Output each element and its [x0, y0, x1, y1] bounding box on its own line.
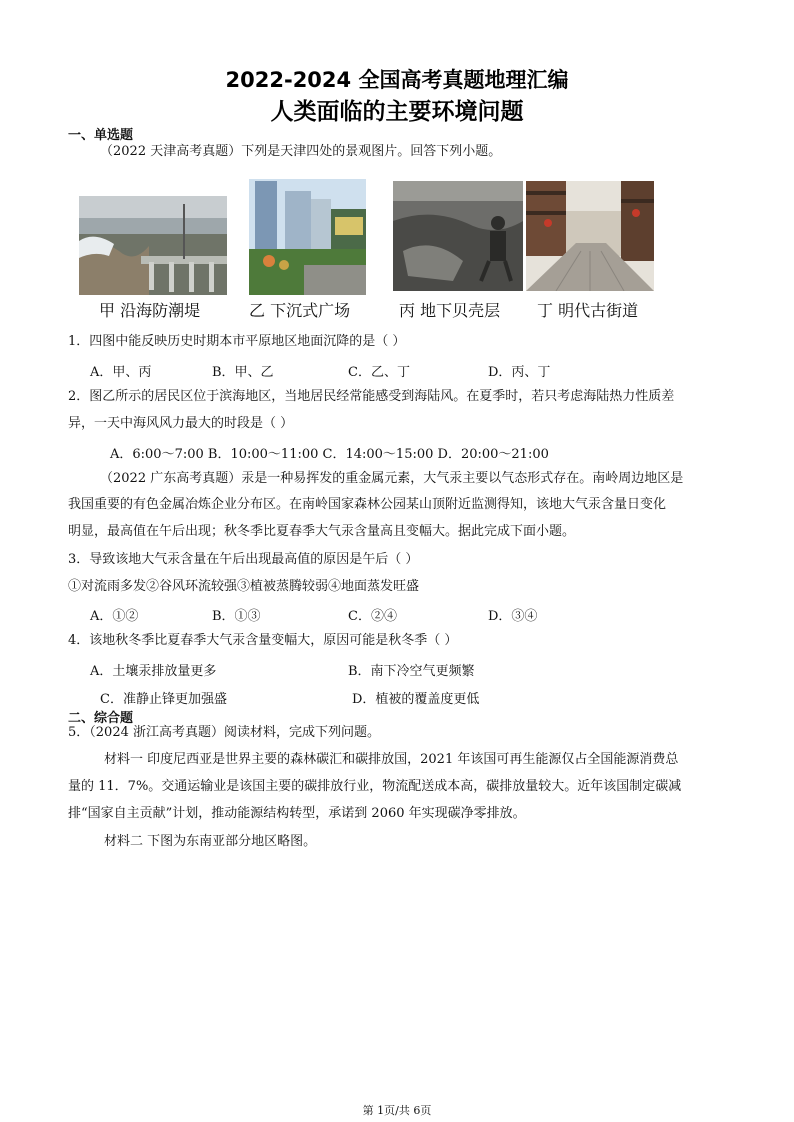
q3-choices: ①对流雨多发②谷风环流较强③植被蒸腾较弱④地面蒸发旺盛 — [68, 579, 420, 594]
q3-option-a[interactable]: A．①② — [90, 609, 139, 624]
q4-option-c[interactable]: C．准静止锋更加强盛 — [100, 692, 227, 707]
section-heading-1: 一、单选题 — [68, 128, 134, 143]
caption-yi: 乙 下沉式广场 — [249, 301, 351, 320]
intro-2-line-2: 我国重要的有色金属冶炼企业分布区。在南岭国家森林公园某山顶附近监测得知，该地大气汞含量日变化 — [68, 497, 667, 512]
q1-option-c[interactable]: C．乙、丁 — [348, 365, 410, 380]
q5-material1-line-1: 材料一 印度尼西亚是世界主要的森林碳汇和碳排放国，2021 年该国可再生能源仅占全国能源消费总 — [104, 752, 679, 767]
q5-material1-line-3: 排“国家自主贡献”计划，推动能源结构转型，承诺到 2060 年实现碳净零排放。 — [68, 806, 526, 821]
q2-stem-1: 2．图乙所示的居民区位于滨海地区，当地居民经常能感受到海陆风。在夏季时，若只考虑海陆热力性质差 — [68, 389, 675, 404]
intro-2-line-3: 明显，最高值在午后出现；秋冬季比夏春季大气汞含量高且变幅大。据此完成下面小题。 — [68, 524, 576, 539]
q1-stem: 1．四图中能反映历史时期本市平原地区地面沉降的是（ ） — [68, 334, 406, 349]
seawall-photo — [79, 196, 227, 295]
q1-option-b[interactable]: B．甲、乙 — [212, 365, 274, 380]
intro-1: （2022 天津高考真题）下列是天津四处的景观图片。回答下列小题。 — [100, 144, 502, 159]
section-heading-2: 二、综合题 — [68, 711, 134, 726]
ming-street-photo — [526, 181, 654, 291]
q3-stem: 3．导致该地大气汞含量在午后出现最高值的原因是午后（ ） — [68, 552, 419, 567]
caption-jia: 甲 沿海防潮堤 — [99, 301, 201, 320]
q3-option-d[interactable]: D．③④ — [488, 609, 538, 624]
title-line-2: 人类面临的主要环境问题 — [270, 99, 524, 125]
q4-option-b[interactable]: B．南下冷空气更频繁 — [348, 664, 475, 679]
sunken-plaza-photo — [249, 179, 366, 295]
q2-options[interactable]: A．6:00～7:00 B．10:00～11:00 C．14:00～15:00 D．20:00～21:00 — [110, 447, 549, 462]
q3-option-b[interactable]: B．①③ — [212, 609, 261, 624]
shell-layer-photo — [393, 181, 523, 291]
title-line-1: 2022-2024 全国高考真题地理汇编 — [225, 68, 569, 92]
q3-option-c[interactable]: C．②④ — [348, 609, 397, 624]
q4-stem: 4．该地秋冬季比夏春季大气汞含量变幅大，原因可能是秋冬季（ ） — [68, 633, 458, 648]
page-footer: 第 1页/共 6页 — [362, 1104, 432, 1117]
caption-bing: 丙 地下贝壳层 — [399, 301, 501, 320]
q2-stem-2: 异，一天中海风风力最大的时段是（ ） — [68, 416, 294, 431]
caption-ding: 丁 明代古街道 — [537, 301, 639, 320]
q5-material2: 材料二 下图为东南亚部分地区略图。 — [104, 834, 317, 849]
intro-2-line-1: （2022 广东高考真题）汞是一种易挥发的重金属元素，大气汞主要以气态形式存在。南岭周边地区是 — [100, 471, 684, 486]
q1-option-d[interactable]: D．丙、丁 — [488, 365, 551, 380]
q4-option-a[interactable]: A．土壤汞排放量更多 — [90, 664, 217, 679]
q5-material1-line-2: 量的 11．7%。交通运输业是该国主要的碳排放行业，物流配送成本高，碳排放量较大。近年该国制定碳减 — [68, 779, 682, 794]
q4-option-d[interactable]: D．植被的覆盖度更低 — [352, 692, 480, 707]
q5-stem: 5．（2024 浙江高考真题）阅读材料，完成下列问题。 — [68, 725, 380, 740]
q1-option-a[interactable]: A．甲、丙 — [90, 365, 152, 380]
